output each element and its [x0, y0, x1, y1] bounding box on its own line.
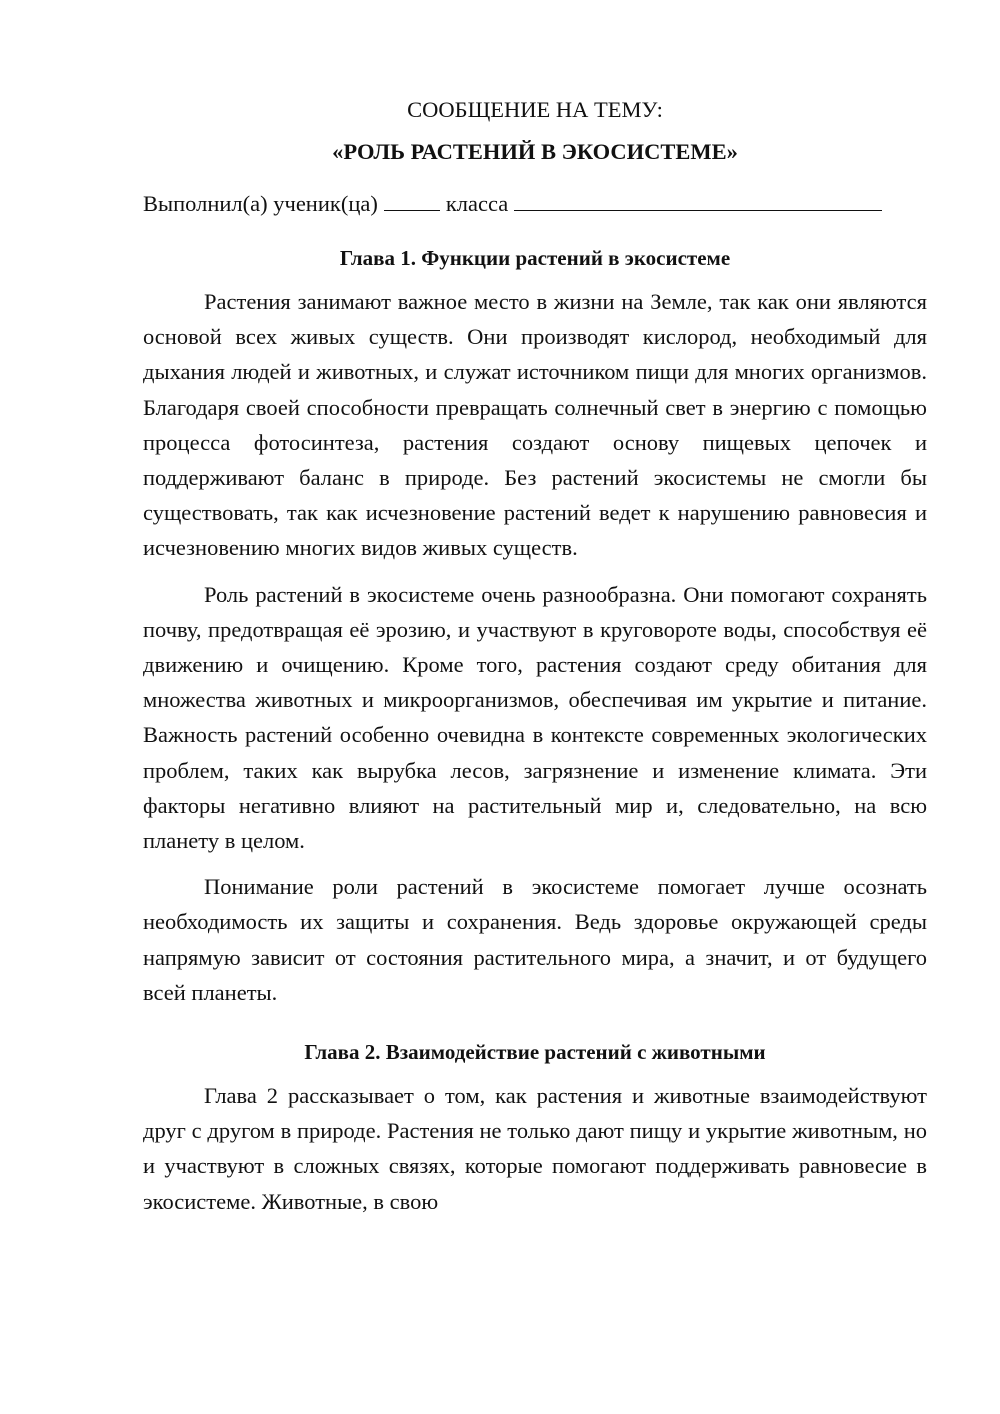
- author-line: [143, 186, 927, 222]
- document-title-top: СООБЩЕНИЕ НА ТЕМУ:: [407, 97, 663, 122]
- chapter-1-paragraph-1: Растения занимают важное место в жизни на Земле, так как они являются основой всех живых существ. Они производят кислород, необходимый для дыхания людей и животных, и служат источником пищи для многих организмов. Благодаря своей способности превращать солнечный свет в энергию с помощью процесса фотосинтеза, растения создают основу пищевых цепочек и поддерживают баланс в природе. Без растений экосистемы не смогли бы существовать, так как исчезновение растений ведет к нарушению равновесия и исчезновению многих видов живых существ.: [143, 289, 927, 561]
- author-class-label: класса: [445, 191, 509, 216]
- chapter-1-paragraph-2: Роль растений в экосистеме очень разнообразна. Они помогают сохранять почву, предотвращая её эрозию, и участвуют в круговороте воды, способствуя её движению и очищению. Кроме того, растения создают среду обитания для множества животных и микроорганизмов, обеспечивая им укрытие и питание. Важность растений особенно очевидна в контексте современных экологических проблем, таких как вырубка лесов, загрязнение и изменение климата. Эти факторы негативно влияют на растительный мир и, следовательно, на всю планету в целом.: [143, 581, 927, 854]
- name-blank: [514, 188, 882, 211]
- chapter-2-title: Глава 2. Взаимодействие растений с животными: [304, 1040, 766, 1065]
- chapter-1-paragraph-3: Понимание роли растений в экосистеме помогает лучше осознать необходимость их защиты и сохранения. Ведь здоровье окружающей среды напрямую зависит от состояния растительного мира, а значит, и от будущего всей планеты.: [143, 874, 927, 1005]
- author-prefix: Выполнил(а) ученик(ца): [143, 191, 378, 216]
- document-page: [143, 92, 927, 1230]
- chapter-1-title: Глава 1. Функции растений в экосистеме: [339, 246, 731, 270]
- chapter-2-paragraph-1: Глава 2 рассказывает о том, как растения и животные взаимодействуют друг с другом в природе. Растения не только дают пищу и укрытие животным, но и участвуют в сложных связях, которые помогают поддерживать равновесие в экосистеме. Животные, в свою: [143, 1083, 927, 1214]
- grade-blank: [384, 188, 440, 211]
- document-title-main: «РОЛЬ РАСТЕНИЙ В ЭКОСИСТЕМЕ»: [332, 139, 738, 164]
